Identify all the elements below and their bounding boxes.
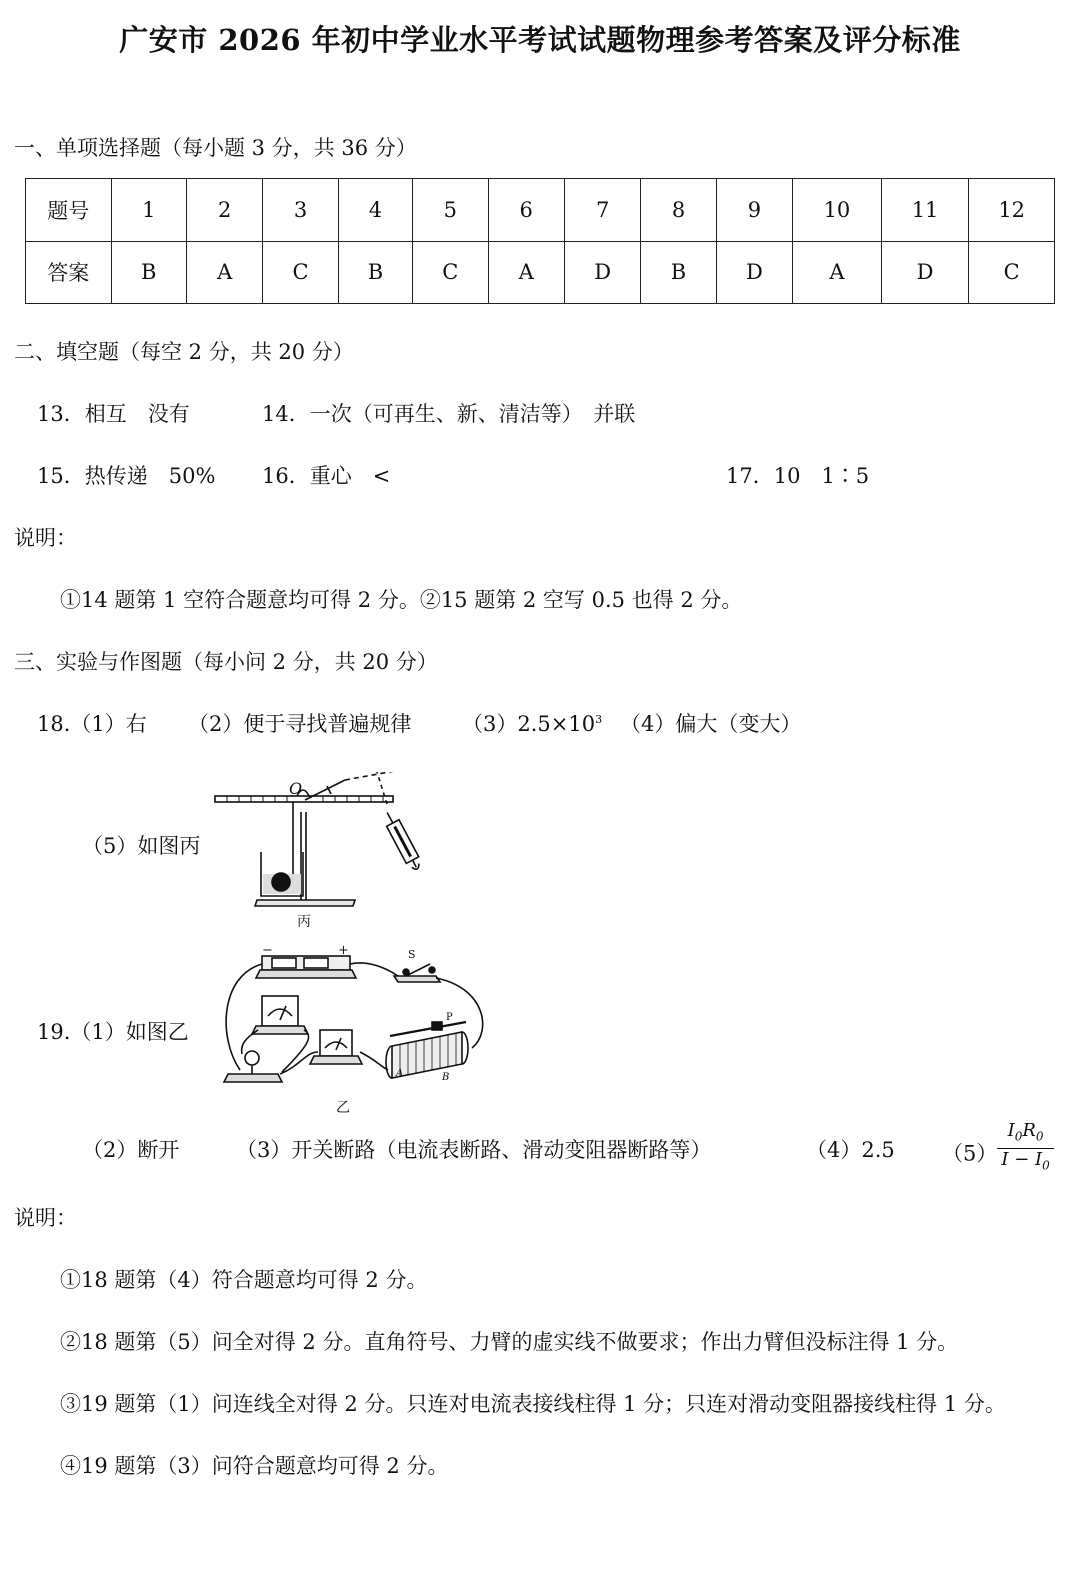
figure-bing-label: 丙	[297, 914, 311, 930]
question-number: 5	[413, 179, 488, 242]
answer-14: 14．一次（可再生、新、清洁等） 并联	[262, 402, 636, 426]
figure-bing-lever	[205, 772, 445, 932]
answer-cell: B	[641, 241, 716, 304]
answer-cell: B	[338, 241, 412, 304]
question-number: 10	[793, 179, 882, 242]
section2-note-label: 说明：	[14, 526, 77, 550]
answer-cell: C	[969, 241, 1055, 304]
question-number: 9	[716, 179, 792, 242]
answer-cell: A	[793, 241, 882, 304]
question-number: 4	[338, 179, 412, 242]
question-number: 3	[263, 179, 338, 242]
section3-note-label: 说明：	[14, 1206, 77, 1230]
terminal-a-label: A	[396, 1068, 404, 1079]
answer-16: 16．重心 <	[262, 464, 391, 488]
question-number: 12	[969, 179, 1055, 242]
answer-cell: D	[881, 241, 969, 304]
question-number: 1	[111, 179, 186, 242]
table-row-answers	[26, 241, 1055, 304]
table-row-numbers	[26, 179, 1055, 242]
page-title: 广安市 2026 年初中学业水平考试试题物理参考答案及评分标准	[119, 23, 961, 57]
section3-heading: 三、实验与作图题（每小问 2 分，共 20 分）	[14, 650, 438, 674]
answer-13: 13．相互 没有	[37, 402, 190, 426]
answer-cell: C	[263, 241, 338, 304]
answer-18-4: （4）偏大（变大）	[620, 712, 802, 736]
answer-19-5: （5） $\frac{I_0R_0}{I - I_0}$	[942, 1134, 1054, 1176]
formula-fraction: $\frac{I_0R_0}{I - I_0}$	[997, 1120, 1053, 1176]
question-number: 7	[564, 179, 640, 242]
answer-cell: D	[564, 241, 640, 304]
question-number: 6	[488, 179, 564, 242]
section1-heading: 一、单项选择题（每小题 3 分，共 36 分）	[14, 136, 417, 160]
question-number: 2	[186, 179, 262, 242]
battery-minus-label: −	[262, 943, 273, 958]
row-label-answer: 答案	[26, 241, 112, 304]
switch-label: S	[408, 948, 416, 961]
question-number: 11	[881, 179, 969, 242]
answer-cell: C	[413, 241, 488, 304]
answer-cell: D	[716, 241, 792, 304]
answer-18-3: $(3)2.5\times 10^3$	[462, 712, 603, 736]
figure-yi-circuit	[210, 940, 490, 1120]
answer-19-3: （3）开关断路（电流表断路、滑动变阻器断路等）	[236, 1138, 712, 1162]
slider-label: P	[446, 1012, 453, 1023]
figure-yi-label: 乙	[336, 1100, 350, 1116]
pivot-label: O	[289, 779, 303, 798]
section3-note-1: ①18 题第（4）符合题意均可得 2 分。	[60, 1268, 428, 1292]
section2-note: ①14 题第 1 空符合题意均可得 2 分。②15 题第 2 空写 0.5 也得 2 分。	[60, 588, 743, 612]
answer-19-1: 19.（1）如图乙	[37, 1020, 189, 1044]
section3-note-3: ③19 题第（1）问连线全对得 2 分。只连对电流表接线柱得 1 分；只连对滑动变阻器接线柱得 1 分。	[60, 1392, 1006, 1416]
answer-18-2: （2）便于寻找普遍规律	[188, 712, 412, 736]
answer-18-5: （5）如图丙	[82, 834, 201, 858]
answer-cell: A	[186, 241, 262, 304]
question-number: 8	[641, 179, 716, 242]
answer-table	[25, 178, 1055, 304]
answer-19-2: （2）断开	[82, 1138, 180, 1162]
answer-17: 17．10 1∶5	[726, 464, 870, 488]
answer-cell: A	[488, 241, 564, 304]
terminal-b-label: B	[442, 1072, 450, 1083]
section3-note-2: ②18 题第（5）问全对得 2 分。直角符号、力臂的虚实线不做要求；作出力臂但没标注得 1 分。	[60, 1330, 959, 1354]
row-label-number: 题号	[26, 179, 112, 242]
answer-cell: B	[111, 241, 186, 304]
section3-note-4: ④19 题第（3）问符合题意均可得 2 分。	[60, 1454, 449, 1478]
battery-plus-label: +	[338, 943, 349, 958]
answer-15: 15．热传递 50%	[37, 464, 216, 488]
answer-18-1: 18.（1）右	[37, 712, 147, 736]
answer-19-4: （4）2.5	[806, 1138, 895, 1162]
section2-heading: 二、填空题（每空 2 分，共 20 分）	[14, 340, 354, 364]
